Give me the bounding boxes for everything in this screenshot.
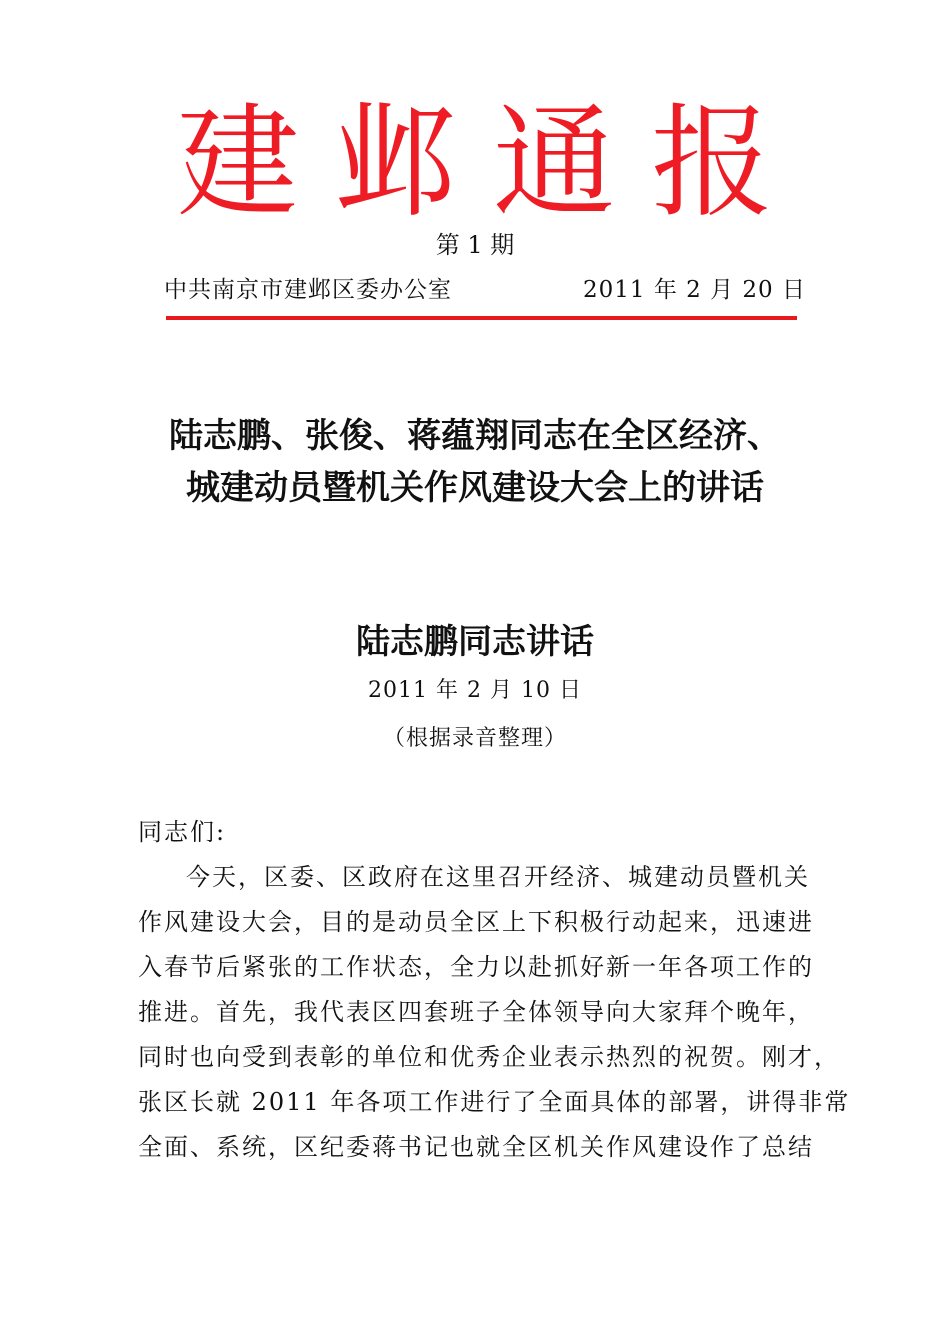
body-line: 张区长就 2011 年各项工作进行了全面具体的部署，讲得非常	[138, 1088, 851, 1116]
headline-line: 城建动员暨机关作风建设大会上的讲话	[186, 468, 764, 508]
issue-number: 第 1 期	[435, 231, 515, 259]
body-line: 作风建设大会，目的是动员全区上下积极行动起来，迅速进	[138, 908, 814, 936]
speech-body	[138, 810, 851, 1170]
issue-date: 2011 年 2 月 20 日	[583, 277, 806, 303]
speech-date: 2011 年 2 月 10 日	[368, 678, 582, 703]
body-line: 全面、系统，区纪委蒋书记也就全区机关作风建设作了总结	[138, 1133, 814, 1161]
speech-title: 陆志鹏同志讲话	[356, 622, 594, 662]
document-headline	[0, 410, 950, 514]
masthead-title: 建邺通报	[177, 92, 809, 234]
salutation: 同志们:	[138, 818, 227, 846]
body-line: 同时也向受到表彰的单位和优秀企业表示热烈的祝贺。刚才，	[138, 1043, 840, 1071]
red-divider-rule	[166, 316, 797, 320]
body-line: 推进。首先，我代表区四套班子全体领导向大家拜个晚年，	[138, 998, 814, 1026]
body-line: 今天，区委、区政府在这里召开经济、城建动员暨机关	[186, 863, 810, 891]
headline-line: 陆志鹏、张俊、蒋蕴翔同志在全区经济、	[169, 416, 781, 456]
body-line: 入春节后紧张的工作状态，全力以赴抓好新一年各项工作的	[138, 953, 814, 981]
transcript-note: （根据录音整理）	[382, 726, 567, 751]
issuing-office: 中共南京市建邺区委办公室	[164, 277, 452, 303]
